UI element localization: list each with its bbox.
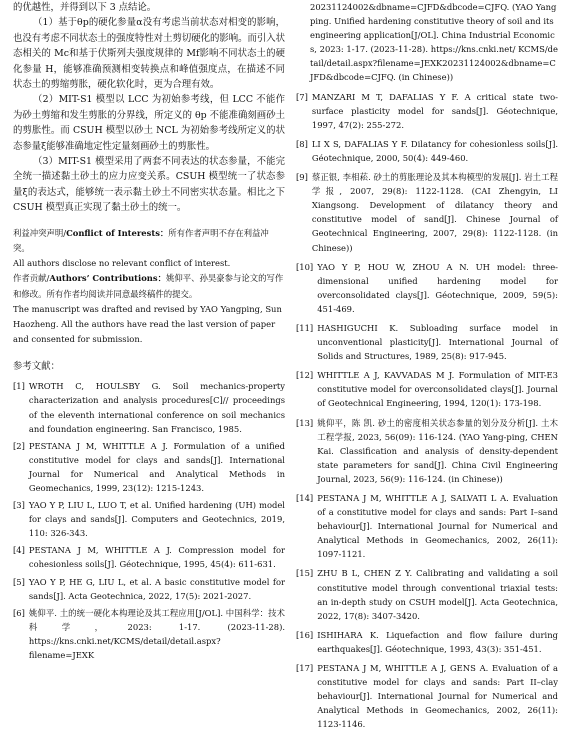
reference-item <box>13 543 285 571</box>
reference-item <box>13 439 285 495</box>
reference-text: WROTH C, HOULSBY G. Soil mechanics-property characterization and analysis procedures[C]// proceedings of the eleventh international conference on soil mechanics and foundation engineering. San Francisco, 1985. <box>28 381 285 434</box>
reference-number: [1] <box>13 381 25 392</box>
reference-item <box>13 575 285 603</box>
conflict-text-cn: 所有作者声明不存在利益冲突。 <box>13 227 269 253</box>
reference-item <box>13 606 285 662</box>
reference-item <box>296 628 558 656</box>
reference-number: [4] <box>13 545 25 556</box>
reference-item <box>296 416 558 486</box>
reference-number: [6] <box>13 607 25 618</box>
reference-item <box>13 379 285 435</box>
reference-item <box>296 368 558 410</box>
contributions-label-en: Authors’ Contributions： <box>49 273 166 284</box>
reference-text: PESTANA J M, WHITTLE A J, GENS A. Evaluation of a constitutive model for clays and sands: Part II–clay behaviour[J]. International Journal for Numerical and Analytical Methods in Geomechanics, 2002, 26(11): 1123-1146. <box>317 663 558 730</box>
reference-text: LI X S, DAFALIAS Y F. Dilatancy for cohesionless soils[J]. Géotechnique, 2000, 50(4): 449-460. <box>311 138 558 163</box>
reference-item <box>296 90 558 132</box>
right-column <box>296 0 558 737</box>
conflict-of-interest <box>13 226 285 256</box>
reference-number: [7] <box>296 91 308 102</box>
reference-number: [15] <box>296 568 314 579</box>
reference-text: ZHU B L, CHEN Z Y. Calibrating and validating a soil constitutive model through conventional triaxial tests: an in-depth study on CSUH model[J]. Acta Geotechnica, 2022, 17(8): 3407-3420. <box>317 568 558 621</box>
contributions-text-en: The manuscript was drafted and revised by YAO Yangping, Sun Haozheng. All the authors have read the last version of paper and consented for submission. <box>13 303 282 345</box>
reference-number: [13] <box>296 417 314 428</box>
reference-text: PESTANA J M, WHITTLE A J. Formulation of a unified constitutive model for clays and sands[J]. International Journal for Numerical and Analytical Methods in Geomechanics, 1999, 23(12): 1215-1243. <box>28 440 285 493</box>
reference-text: YAO Y P, HOU W, ZHOU A N. UH model: three-dimensional unified hardening model for overconsolidated clays[J]. Géotechnique, 2009, 59(5): 451-469. <box>317 261 558 314</box>
reference-number: [9] <box>296 172 308 183</box>
references-list-left <box>13 379 285 662</box>
reference-text: HASHIGUCHI K. Subloading surface model in unconventional plasticity[J]. International Journal of Solids and Structures, 1989, 25(8): 917-945. <box>317 322 558 362</box>
reference-number: [11] <box>296 322 314 333</box>
conclusion-3: （3）MIT-S1 模型采用了两套不同表达的状态参量，不能完全统一描述黏土砂土的应力应变关系。CSUH 模型统一了状态参量ξ的表达式，能够统一表示黏土砂土不同密实状态量。相比之下 CSUH 模型真正实现了黏土砂土的统一。 <box>13 156 285 214</box>
reference-item <box>296 661 558 731</box>
conflict-label-en: Conflict of Interests： <box>66 227 169 238</box>
reference-text: MANZARI M T, DAFALIAS Y F. A critical state two-surface plasticity model for sands[J]. Géotechnique, 1997, 47(2): 255-272. <box>311 91 558 130</box>
reference-text: 姚仰平，陈 凯. 砂土的密度相关状态参量的划分及分析[J]. 土木工程学报, 2023, 56(09): 116-124. (YAO Yang-ping, CHEN Kai. Classification and analysis of density-dependent state parameters for sand[J]. China Civil Engineering Journal, 2023, 56(9): 116-124. (in Chinese)) <box>317 417 558 484</box>
conflict-text-en: All authors disclose no relevant conflict of interest. <box>13 258 231 269</box>
reference-text: YAO Y P, LIU L, LUO T, et al. Unified hardening (UH) model for clays and sands[J]. Computers and Geotechnics, 2019, 110: 326-343. <box>28 500 285 539</box>
reference-number: [17] <box>296 663 314 674</box>
reference-number: [2] <box>13 440 25 451</box>
reference-number: [8] <box>296 138 308 149</box>
contributions-label-cn: 作者贡献/ <box>13 273 50 284</box>
reference-6-continued: 20231124002&dbname=CJFD&dbcode=CJFQ. (YAO Yangping. Unified hardening constitutive theory of soil and its engineering application[J/OL]. China Industrial Economics, 2023: 1-17. (2023-11-28). https://kns.cnki.net/ KCMS/detail/detail.aspx?filename=JEXK20231124002&dbname=CJFD&dbcode=CJFQ. (in Chinese)) <box>310 2 558 83</box>
intro-line: 的优越性，并得到以下 3 点结论。 <box>13 2 157 13</box>
reference-text: PESTANA J M, WHITTLE A J, SALVATI L A. Evaluation of a constitutive model for clays and sands: Part I–sand behaviour[J]. International Journal for Numerical and Analytical Methods in Geomechanics, 2002, 26(11): 1097-1121. <box>317 493 558 560</box>
conflict-label-cn: 利益冲突声明/ <box>13 227 67 238</box>
reference-number: [12] <box>296 370 314 381</box>
reference-item <box>296 566 558 622</box>
reference-text: PESTANA J M, WHITTLE A J. Compression model for cohesionless soils[J]. Géotechnique, 1995, 45(4): 611-631. <box>28 545 285 570</box>
left-column <box>13 0 285 665</box>
contributions <box>13 271 285 301</box>
reference-number: [16] <box>296 629 314 640</box>
reference-number: [14] <box>296 493 314 503</box>
reference-item <box>296 321 558 363</box>
reference-item <box>296 260 558 316</box>
reference-item <box>296 137 558 165</box>
references-heading: 参考文献： <box>13 361 60 373</box>
reference-text: 姚仰平. 土的统一硬化本构理论及其工程应用[J/OL]. 中国科学：技术科学，2023: 1-17. (2023-11-28). https://kns.cnki.net/KCMS/detail/detail.aspx?filename=JEXK <box>28 607 285 660</box>
reference-text: ISHIHARA K. Liquefaction and flow failure during earthquakes[J]. Géotechnique, 1993, 43(3): 351-451. <box>317 629 558 654</box>
reference-number: [3] <box>13 500 25 511</box>
conclusion-1: （1）基于θp的硬化参量α没有考虑当前状态对相变的影响，也没有考虑不同状态土的强度特性对土剪切硬化的影响。而引入状态相关的 Mc和基于伏斯列夫强度规律的 Mf影响不同状态土的硬化参量 H，能够准确预测相变转换点和峰值强度点，在描述不同状态土的剪缩剪胀，硬化软化时，更为合理有效。 <box>13 17 285 91</box>
references-list-right <box>296 90 558 732</box>
conclusion-2: （2）MIT-S1 模型以 LCC 为初始参考线，但 LCC 不能作为砂土剪缩和发生剪胀的分界线，所定义的 θp 不能准确刻画砂土的剪胀性。而 CSUH 模型以砂土 NCL 为初始参考线所定义的状态参量ξ能够准确地定性定量刻画砂土的剪胀性。 <box>13 94 285 152</box>
reference-number: [5] <box>13 576 25 587</box>
reference-number: [10] <box>296 261 314 272</box>
reference-item <box>13 498 285 540</box>
reference-item <box>296 491 558 561</box>
contributions-text-cn: 姚仰平、孙昊豪参与论文的写作和修改。所有作者均阅读并同意最终稿件的提交。 <box>13 273 284 299</box>
reference-text: WHITTLE A J, KAVVADAS M J. Formulation of MIT-E3 constitutive model for overconsolidated clays[J]. Journal of Geotechnical Engineering, 1994, 120(1): 173-198. <box>317 370 558 409</box>
reference-text: 蔡正银, 李相菘. 砂土的剪胀理论及其本构模型的发展[J]. 岩土工程学报, 2007, 29(8): 1122-1128. (CAI Zhengyin, LI Xiangsong. Development of dilatancy theory and constitutive model of sand[J]. Chinese Journal of Geotechnical Engineering, 2007, 29(8): 1122-1128. (in Chinese)) <box>311 172 558 253</box>
reference-text: YAO Y P, HE G, LIU L, et al. A basic constitutive model for sands[J]. Acta Geotechnica, 2022, 17(5): 2021-2027. <box>28 576 285 601</box>
reference-item <box>296 170 558 255</box>
